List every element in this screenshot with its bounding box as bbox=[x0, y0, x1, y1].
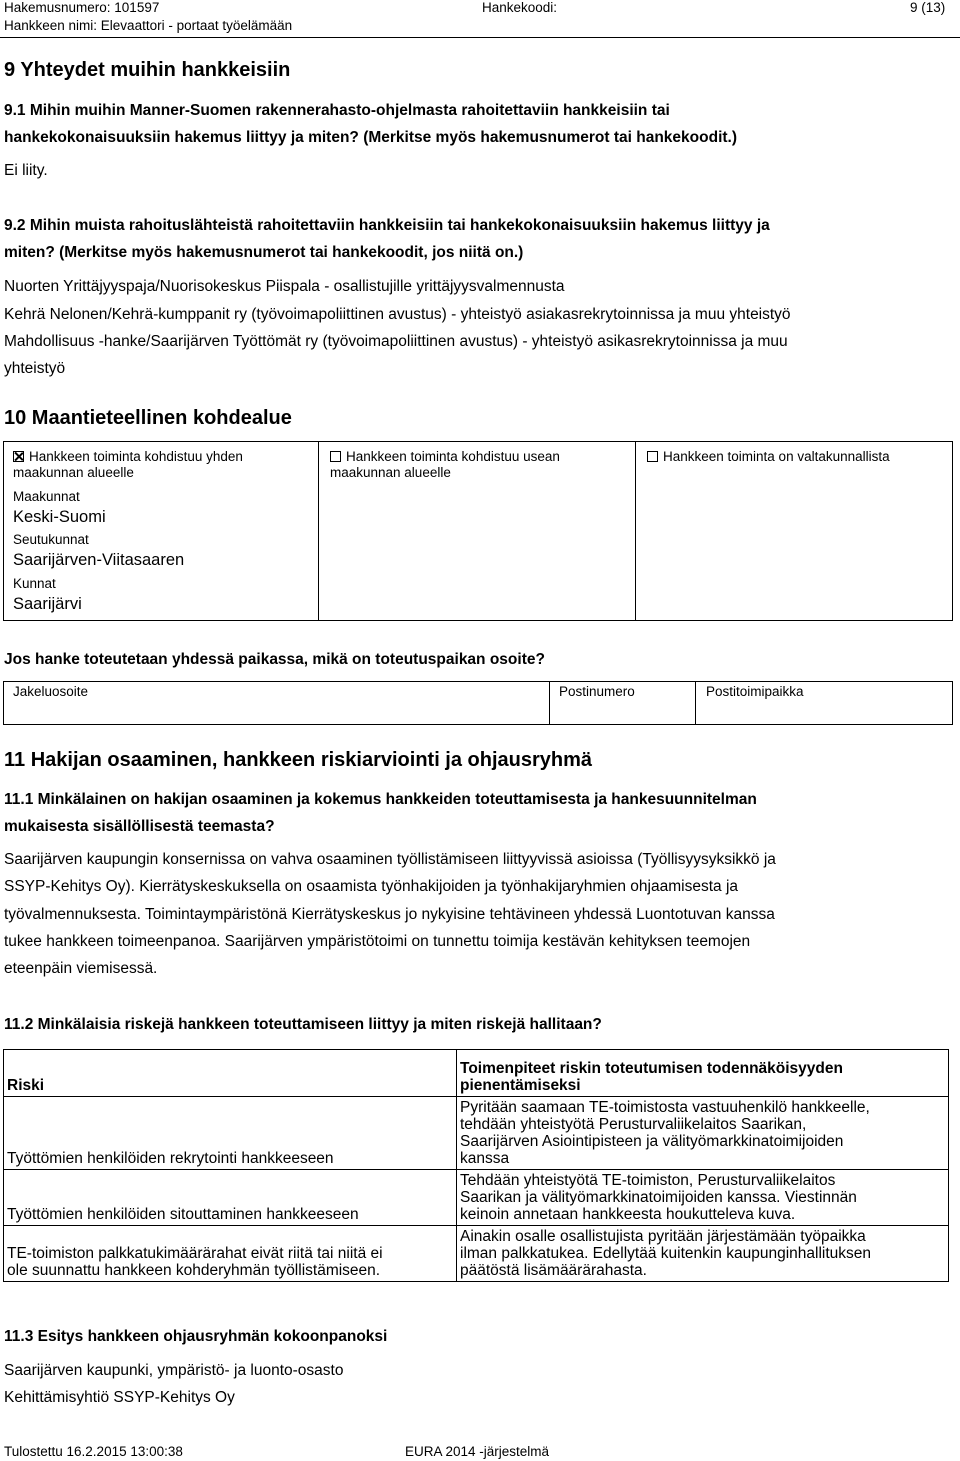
header-divider bbox=[0, 37, 960, 38]
question-11-1-line1: 11.1 Minkälainen on hakijan osaaminen ja kokemus hankkeiden toteuttamisesta ja hankesuunnitelman bbox=[4, 791, 757, 808]
project-code-label: Hankekoodi: bbox=[482, 0, 558, 15]
maakunnat-value: Keski-Suomi bbox=[13, 508, 106, 526]
option-national-label: Hankkeen toiminta on valtakunnallista bbox=[663, 449, 890, 464]
answer-11-1-line: tukee hankkeen toimeenpanoa. Saarijärven ympäristötoimi on tunnettu toimija kestävän kehityksen teemojen bbox=[4, 933, 751, 950]
question-11-2: 11.2 Minkälaisia riskejä hankkeen toteuttamiseen liittyy ja miten riskejä hallitaan? bbox=[4, 1016, 602, 1033]
answer-11-1-line: Saarijärven kaupungin konsernissa on vahva osaaminen työllistämiseen liittyyvissä asioissa (Työllisyysyksikkö ja bbox=[4, 851, 776, 868]
answer-11-3-line: Kehittämisyhtiö SSYP-Kehitys Oy bbox=[4, 1389, 235, 1406]
option-one-region-line1: Hankkeen toiminta kohdistuu yhden bbox=[29, 449, 243, 464]
column-divider bbox=[549, 681, 550, 725]
post-office-field-label: Postitoimipaikka bbox=[706, 684, 804, 699]
seutukunnat-value: Saarijärven-Viitasaaren bbox=[13, 551, 185, 569]
checkbox-icon[interactable] bbox=[647, 451, 658, 462]
risk-column-header: Riski bbox=[4, 1050, 457, 1097]
measure-cell: Ainakin osalle osallistujista pyritään järjestämään työpaikka ilman palkkatukea. Edellytää kuitenkin kaupunginhallituksen päätöstä lisämäärärahasta. bbox=[457, 1226, 949, 1282]
risk-table bbox=[3, 1049, 949, 1282]
section-11-title: 11 Hakijan osaaminen, hankkeen riskiarviointi ja ohjausryhmä bbox=[4, 749, 593, 771]
risk-cell: TE-toimiston palkkatukimäärärahat eivät riitä tai niitä ei ole suunnattu hankkeen kohderyhmän työllistämiseen. bbox=[4, 1226, 457, 1282]
measures-column-header: Toimenpiteet riskin toteutumisen todennäköisyyden pienentämiseksi bbox=[457, 1050, 949, 1097]
maakunnat-label: Maakunnat bbox=[13, 489, 80, 504]
system-name: EURA 2014 -järjestelmä bbox=[405, 1444, 550, 1459]
answer-11-1-line: SSYP-Kehitys Oy). Kierrätyskeskuksella on osaamista työnhakijoiden ja työnhakijaryhmien ohjaamisesta ja bbox=[4, 878, 739, 895]
checkbox-icon[interactable] bbox=[330, 451, 341, 462]
address-question: Jos hanke toteutetaan yhdessä paikassa, mikä on toteutuspaikan osoite? bbox=[4, 651, 545, 668]
answer-9-1: Ei liity. bbox=[4, 162, 48, 179]
geographic-area-box bbox=[3, 441, 953, 621]
answer-9-2-line: Kehrä Nelonen/Kehrä-kumppanit ry (työvoimapoliittinen avustus) - yhteistyö asiakasrekrytoinnissa ja muu yhteistyö bbox=[4, 306, 791, 323]
seutukunnat-label: Seutukunnat bbox=[13, 532, 89, 547]
answer-9-2-line: yhteistyö bbox=[4, 360, 66, 377]
question-11-1-line2: mukaisesta sisällöllisestä teemasta? bbox=[4, 818, 275, 835]
checked-checkbox-icon[interactable] bbox=[13, 451, 24, 462]
printed-timestamp: Tulostettu 16.2.2015 13:00:38 bbox=[4, 1444, 183, 1459]
answer-11-1-line: työvalmennuksesta. Toimintaympäristönä Kierrätyskeskus jo nykyisine tehtävineen yhdessä Luontotuvan kanssa bbox=[4, 906, 775, 923]
project-name: Hankkeen nimi: Elevaattori - portaat työelämään bbox=[4, 18, 293, 33]
page-number: 9 (13) bbox=[910, 0, 946, 15]
kunnat-value: Saarijärvi bbox=[13, 595, 82, 613]
street-address-field-label: Jakeluosoite bbox=[13, 684, 89, 699]
column-divider bbox=[695, 681, 696, 725]
answer-9-2-line: Nuorten Yrittäjyyspaja/Nuorisokeskus Piispala - osallistujille yrittäjyysvalmennusta bbox=[4, 278, 565, 295]
question-9-2-line1: 9.2 Mihin muista rahoituslähteistä rahoitettaviin hankkeisiin tai hankekokonaisuuksiin hakemus liittyy ja bbox=[4, 217, 770, 234]
section-9-title: 9 Yhteydet muihin hankkeisiin bbox=[4, 59, 291, 81]
table-row bbox=[4, 1170, 949, 1226]
postal-code-field-label: Postinumero bbox=[559, 684, 635, 699]
answer-11-3-line: Saarijärven kaupunki, ympäristö- ja luonto-osasto bbox=[4, 1362, 344, 1379]
measure-cell: Tehdään yhteistyötä TE-toimiston, Perusturvaliikelaitos Saarikan ja välityömarkkinatoimijoiden kanssa. Viestinnän keinoin annetaan hankkeesta houkutteleva kuva. bbox=[457, 1170, 949, 1226]
answer-9-2-line: Mahdollisuus -hanke/Saarijärven Työttömät ry (työvoimapoliittinen avustus) - yhteistyö asikasrekrytoinnissa ja muu bbox=[4, 333, 788, 350]
question-9-2-line2: miten? (Merkitse myös hakemusnumerot tai hankekoodit, jos niitä on.) bbox=[4, 244, 524, 261]
option-multiple-regions-line2: maakunnan alueelle bbox=[330, 465, 451, 480]
column-divider bbox=[318, 441, 319, 621]
question-9-1-line1: 9.1 Mihin muihin Manner-Suomen rakennerahasto-ohjelmasta rahoitettaviin hankkeisiin tai bbox=[4, 102, 670, 119]
column-divider bbox=[635, 441, 636, 621]
question-11-3: 11.3 Esitys hankkeen ohjausryhmän kokoonpanoksi bbox=[4, 1328, 388, 1345]
risk-cell: Työttömien henkilöiden sitouttaminen hankkeeseen bbox=[4, 1170, 457, 1226]
measure-cell: Pyritään saamaan TE-toimistosta vastuuhenkilö hankkeelle, tehdään yhteistyötä Perusturvaliikelaitos Saarikan, Saarijärven Asiointipisteen ja välityömarkkinatoimijoiden kanssa bbox=[457, 1097, 949, 1170]
section-10-title: 10 Maantieteellinen kohdealue bbox=[4, 407, 292, 429]
address-box bbox=[3, 681, 953, 725]
option-one-region-line2: maakunnan alueelle bbox=[13, 465, 134, 480]
question-9-1-line2: hankekokonaisuuksiin hakemus liittyy ja miten? (Merkitse myös hakemusnumerot tai hankekoodit.) bbox=[4, 129, 738, 146]
table-row bbox=[4, 1097, 949, 1170]
application-number: Hakemusnumero: 101597 bbox=[4, 0, 160, 15]
answer-11-1-line: eteenpäin viemisessä. bbox=[4, 960, 158, 977]
risk-cell: Työttömien henkilöiden rekrytointi hankkeeseen bbox=[4, 1097, 457, 1170]
table-row bbox=[4, 1226, 949, 1282]
option-national[interactable] bbox=[647, 449, 890, 465]
risk-table-header bbox=[4, 1050, 949, 1097]
option-multiple-regions[interactable] bbox=[330, 449, 560, 465]
kunnat-label: Kunnat bbox=[13, 576, 56, 591]
option-one-region[interactable] bbox=[13, 449, 243, 465]
option-multiple-regions-line1: Hankkeen toiminta kohdistuu usean bbox=[346, 449, 560, 464]
